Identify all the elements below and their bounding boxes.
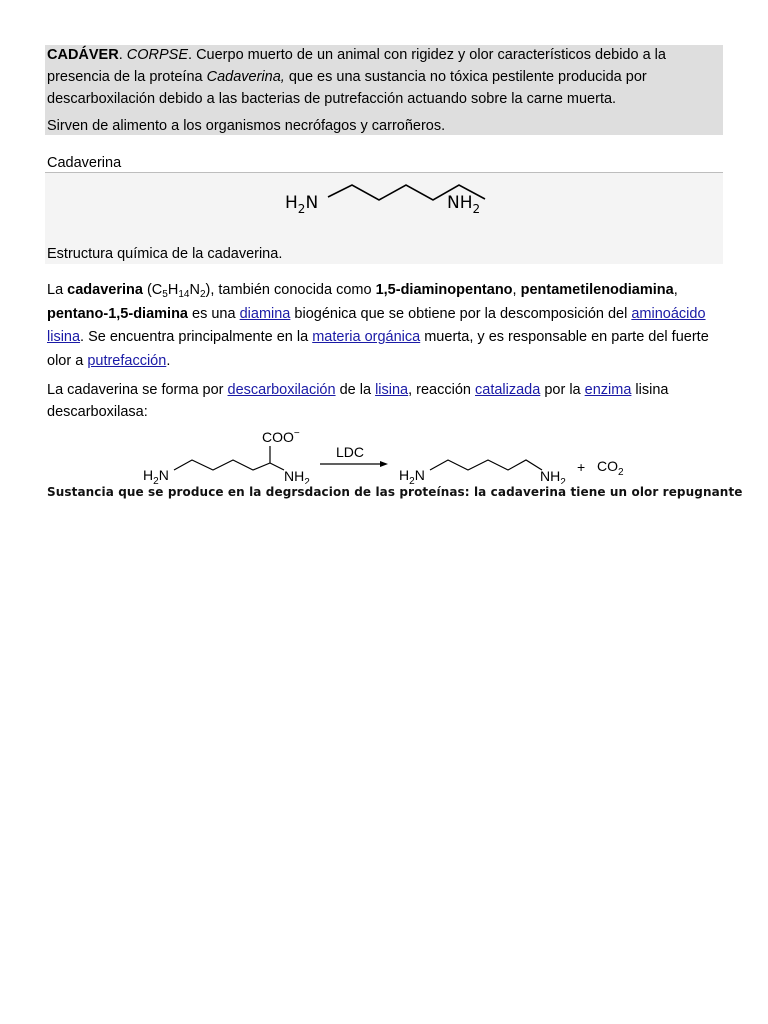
term-cadaver: CADÁVER [47, 47, 119, 63]
link-materia-organica[interactable]: materia orgánica [312, 329, 421, 345]
term-corpse: CORPSE [126, 47, 189, 63]
definition-text-a: Cuerpo muerto de un animal con rigidez y olor característicos debido a la presencia de la proteína [47, 47, 666, 85]
food-note: Sirven de alimento a los organismos necrófagos y carroñeros. [47, 118, 446, 134]
corpse-definition: CADÁVER. CORPSE. Cuerpo muerto de un animal con rigidez y olor característicos debido a la presencia de la proteína Cadaverina, que es una sustancia no tóxica pestilente producida por descarboxilación debido a las bacterias de putrefacción actuando sobre la carne muerta. [47, 47, 666, 107]
carboxylate-label: COO− [262, 428, 300, 445]
alt-name-3: pentano-1,5-diamina [47, 305, 188, 322]
protein-name: Cadaverina, [206, 69, 285, 85]
lysine-molecule [143, 428, 310, 484]
cadaverine-description: La cadaverina $(C_5H_{14}N_2)$, también conocida como 1,5-diaminopentano, pentametilenodiamina, pentano-1,5-diamina es una diamina biogénica que se obtiene por la descomposición del aminoácido lisina. Se encuentra principalmente en la materia orgánica muerta, y es responsable en parte del fuerte olor a putrefacción. [47, 282, 709, 369]
name-cadaverina: cadaverina [67, 282, 143, 298]
carbon-dioxide: $CO_2$ [597, 458, 624, 478]
alt-name-2: pentametilenodiamina [520, 282, 674, 298]
lysine-amine-left: $H_2N$ [143, 467, 169, 484]
plus-sign: + [577, 459, 586, 475]
cadaverine-product [399, 460, 566, 484]
figure-title: Cadaverina [47, 155, 122, 171]
lysine-amine-right: $NH_2$ [284, 468, 310, 484]
product-amine-left: $H_2N$ [399, 467, 425, 484]
formation-text: La cadaverina se forma por descarboxilación de la lisina, reacción catalizada por la enzima lisina descarboxilasa: [47, 382, 669, 420]
link-descarboxilacion[interactable]: descarboxilación [227, 382, 336, 398]
link-lisina[interactable]: lisina [47, 329, 81, 345]
enzyme-label: LDC [336, 444, 365, 460]
figure-caption: Estructura química de la cadaverina. [47, 246, 283, 262]
link-putrefaccion[interactable]: putrefacción [87, 352, 167, 369]
link-enzima[interactable]: enzima [584, 382, 632, 398]
reaction-caption: Sustancia que se produce en la degrsdacion de las proteínas: la cadaverina tiene un olor repugnante [47, 485, 743, 499]
definition-text-b: que es una sustancia no tóxica pestilente producida por descarboxilación debido a las bacterias de putrefacción actuando sobre la carne muerta. [47, 69, 647, 107]
link-catalizada[interactable]: catalizada [475, 382, 541, 398]
link-aminoacido[interactable]: aminoácido [631, 305, 706, 322]
product-amine-right: $NH_2$ [540, 468, 566, 484]
amine-group-left: $H_2N$ [285, 193, 319, 216]
reaction-diagram [0, 422, 768, 484]
link-diamina[interactable]: diamina [239, 305, 291, 322]
alt-name-1: 1,5-diaminopentano [375, 282, 513, 298]
link-lisina-2[interactable]: lisina [375, 382, 409, 398]
amine-group-right: $NH_2$ [447, 193, 481, 216]
